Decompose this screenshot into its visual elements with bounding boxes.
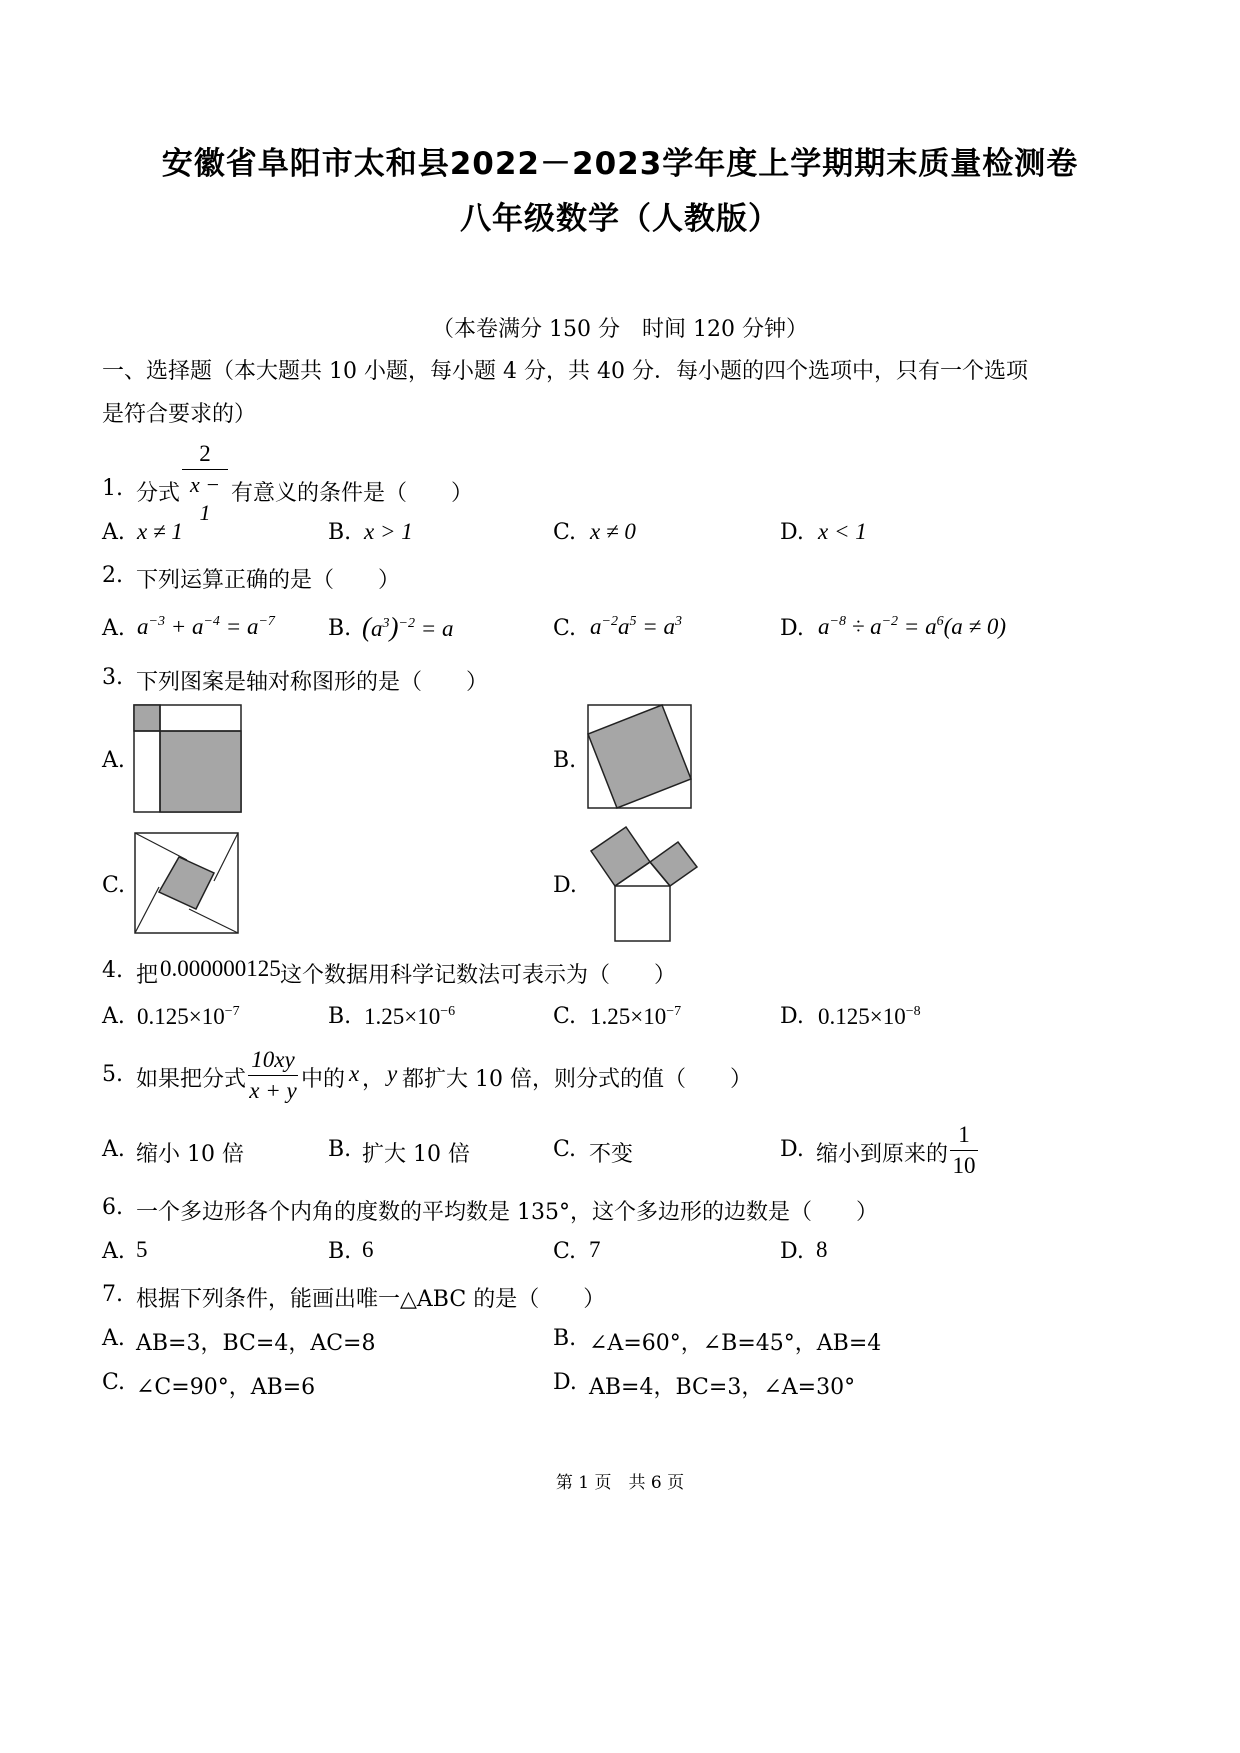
q1-number: 1. [102, 476, 123, 501]
q4-opt-a-mantissa: 0.125×10 [137, 1004, 225, 1029]
q5-opt-d-label: D. [780, 1137, 804, 1162]
q4-opt-b [364, 1004, 455, 1030]
q1-frac-den: x − 1 [189, 472, 221, 525]
q3-figure-c [134, 832, 240, 935]
q1-opt-d: x < 1 [818, 519, 867, 544]
q5-pre: 如果把分式 [136, 1067, 247, 1092]
q3-opt-a-label: A. [102, 748, 125, 773]
q2-opt-b: $(a^3)^{-2} = a$ [362, 612, 454, 642]
q5-frac-num: 10xy [251, 1047, 295, 1072]
q4-opt-d-label: D. [780, 1004, 804, 1029]
q6-opt-c: 7 [589, 1237, 601, 1262]
q7-opt-a-label: A. [102, 1326, 125, 1351]
q3-number: 3. [102, 665, 123, 690]
q6-opt-b-label: B. [328, 1239, 352, 1264]
q1-fraction [182, 440, 228, 527]
q5-opt-a-label: A. [102, 1137, 125, 1162]
q6-opt-c-label: C. [553, 1239, 577, 1264]
q6-number: 6. [102, 1195, 123, 1220]
q5-opt-c: 不变 [589, 1142, 634, 1167]
q1-opt-a: x ≠ 1 [137, 519, 183, 544]
q5-opt-b: 扩大 10 倍 [362, 1142, 470, 1167]
q4-opt-b-exp: −6 [440, 1004, 456, 1019]
q3-stem: 下列图案是轴对称图形的是（ ） [136, 670, 489, 695]
q2-opt-c-label: C. [553, 616, 577, 641]
q6-opt-b: 6 [362, 1237, 374, 1262]
q5-post-a: 中的 [301, 1067, 346, 1092]
q5-opt-d: 缩小到原来的 [816, 1142, 949, 1167]
q2-number: 2. [102, 563, 123, 588]
q1-post: 有意义的条件是（ ） [231, 481, 474, 506]
q7-number: 7. [102, 1282, 123, 1307]
q1-pre: 分式 [136, 481, 181, 506]
q4-opt-c-label: C. [553, 1004, 577, 1029]
q1-frac-num: 2 [199, 441, 211, 466]
q7-opt-b-label: B. [553, 1326, 577, 1351]
page-footer: 第 1 页 共 6 页 [555, 1473, 685, 1493]
title-line2: 八年级数学（人教版） [460, 201, 780, 237]
q4-pre: 把 [136, 963, 159, 988]
q7-opt-d: AB=4，BC=3，∠A=30° [589, 1375, 856, 1400]
title-line1: 安徽省阜阳市太和县2022－2023学年度上学期期末质量检测卷 [161, 146, 1079, 182]
q5-opt-d-fraction [950, 1121, 978, 1180]
q5-opt-c-label: C. [553, 1137, 577, 1162]
section1-heading-cont: 是符合要求的） [102, 402, 257, 427]
q5-number: 5. [102, 1062, 123, 1087]
q1-opt-d-label: D. [780, 520, 804, 545]
q5-opt-b-label: B. [328, 1137, 352, 1162]
q2-opt-b-label: B. [328, 616, 352, 641]
q3-figure-b [587, 704, 693, 810]
q4-opt-d-exp: −8 [905, 1004, 921, 1019]
q4-opt-a [137, 1004, 240, 1030]
q1-opt-b-label: B. [328, 520, 352, 545]
q4-opt-d-mantissa: 0.125×10 [818, 1004, 906, 1029]
q4-post: 这个数据用科学记数法可表示为（ ） [280, 963, 677, 988]
q3-figure-d [586, 824, 700, 944]
q4-number: 4. [102, 958, 123, 983]
q5-opt-a: 缩小 10 倍 [136, 1142, 244, 1167]
q5-post-b: 都扩大 10 倍，则分式的值（ ） [402, 1067, 752, 1092]
q6-opt-d: 8 [816, 1237, 828, 1262]
q7-opt-b: ∠A=60°，∠B=45°，AB=4 [589, 1331, 882, 1356]
exam-info: （本卷满分 150 分 时间 120 分钟） [432, 317, 808, 342]
q7-opt-a: AB=3，BC=4，AC=8 [136, 1331, 376, 1356]
q7-opt-d-label: D. [553, 1370, 577, 1395]
q5-fraction [248, 1046, 298, 1105]
q2-opt-c: $a^{-2}a^5 = a^3$ [590, 614, 682, 639]
q5-d-frac-den: 10 [952, 1153, 976, 1178]
q2-opt-a-label: A. [102, 616, 125, 641]
q5-var-y: y [387, 1061, 398, 1086]
q6-opt-a-label: A. [102, 1239, 125, 1264]
q1-opt-b: x > 1 [364, 519, 413, 544]
q4-number-value: 0.000000125 [160, 956, 281, 981]
q4-opt-d [818, 1004, 921, 1030]
q4-opt-c-exp: −7 [666, 1004, 682, 1019]
q4-opt-b-label: B. [328, 1004, 352, 1029]
q4-opt-b-mantissa: 1.25×10 [364, 1004, 441, 1029]
q1-opt-a-label: A. [102, 520, 125, 545]
q4-opt-c [590, 1004, 681, 1030]
q5-frac-den: x + y [249, 1078, 297, 1103]
q3-opt-b-label: B. [553, 748, 577, 773]
q4-opt-c-mantissa: 1.25×10 [590, 1004, 667, 1029]
q3-figure-a [133, 704, 243, 814]
q3-opt-d-label: D. [553, 873, 577, 898]
q5-d-frac-num: 1 [958, 1122, 970, 1147]
q1-opt-c: x ≠ 0 [590, 519, 636, 544]
q7-stem: 根据下列条件，能画出唯一△ABC 的是（ ） [136, 1287, 606, 1312]
q6-opt-a: 5 [136, 1237, 148, 1262]
q4-opt-a-label: A. [102, 1004, 125, 1029]
section1-heading: 一、选择题（本大题共 10 小题，每小题 4 分，共 40 分．每小题的四个选项中，只有一个选项 [102, 359, 1028, 384]
q7-opt-c: ∠C=90°，AB=6 [136, 1375, 316, 1400]
q5-comma: ， [362, 1067, 385, 1092]
q6-opt-d-label: D. [780, 1239, 804, 1264]
q5-var-x: x [349, 1061, 360, 1086]
q4-opt-a-exp: −7 [224, 1004, 240, 1019]
q1-opt-c-label: C. [553, 520, 577, 545]
q7-opt-c-label: C. [102, 1370, 126, 1395]
q6-stem: 一个多边形各个内角的度数的平均数是 135°，这个多边形的边数是（ ） [136, 1200, 878, 1225]
q2-opt-d-label: D. [780, 616, 804, 641]
q2-stem: 下列运算正确的是（ ） [136, 568, 401, 593]
q3-opt-c-label: C. [102, 873, 126, 898]
q2-opt-d: $a^{-8} \div a^{-2} = a^6(a \ne 0)$ [818, 614, 1007, 639]
q2-opt-a: $a^{-3} + a^{-4} = a^{-7}$ [137, 614, 275, 639]
